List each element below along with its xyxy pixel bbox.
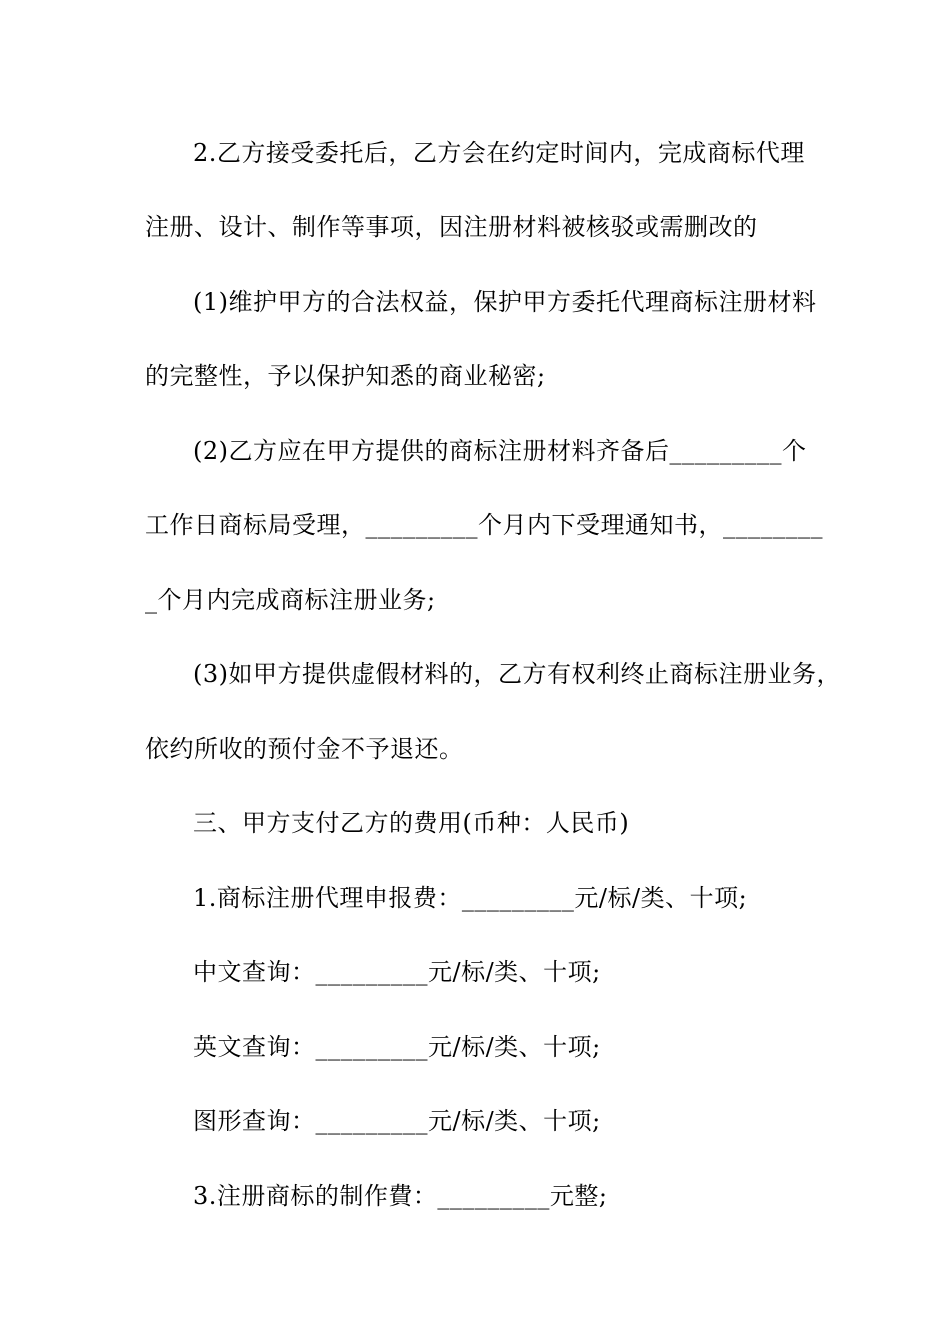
paragraph-line: 的完整性，予以保护知悉的商业秘密; — [145, 362, 546, 390]
paragraph-line: _个月内完成商标注册业务; — [145, 586, 436, 614]
paragraph-line: 工作日商标局受理，_________个月内下受理通知书，________ — [145, 511, 823, 539]
paragraph-line: (1)维护甲方的合法权益，保护甲方委托代理商标注册材料 — [193, 288, 817, 316]
paragraph-line: 依约所收的预付金不予退还。 — [145, 735, 464, 763]
fee-line: 中文查询：_________元/标/类、十项; — [193, 958, 601, 986]
section-heading: 三、甲方支付乙方的费用(币种：人民币) — [193, 809, 630, 837]
fee-line: 英文查询：_________元/标/类、十项; — [193, 1033, 601, 1061]
paragraph-line: 注册、设计、制作等事项，因注册材料被核驳或需删改的 — [145, 213, 758, 241]
paragraph-line: (2)乙方应在甲方提供的商标注册材料齐备后_________个 — [193, 437, 807, 465]
paragraph-line: 2.乙方接受委托后，乙方会在约定时间内，完成商标代理 — [193, 139, 805, 167]
fee-line: 3.注册商标的制作費：_________元整; — [193, 1182, 608, 1210]
fee-line: 图形查询：_________元/标/类、十项; — [193, 1107, 601, 1135]
fee-line: 1.商标注册代理申报费：_________元/标/类、十项; — [193, 884, 748, 912]
paragraph-line: (3)如甲方提供虚假材料的，乙方有权利终止商标注册业务， — [193, 660, 841, 688]
